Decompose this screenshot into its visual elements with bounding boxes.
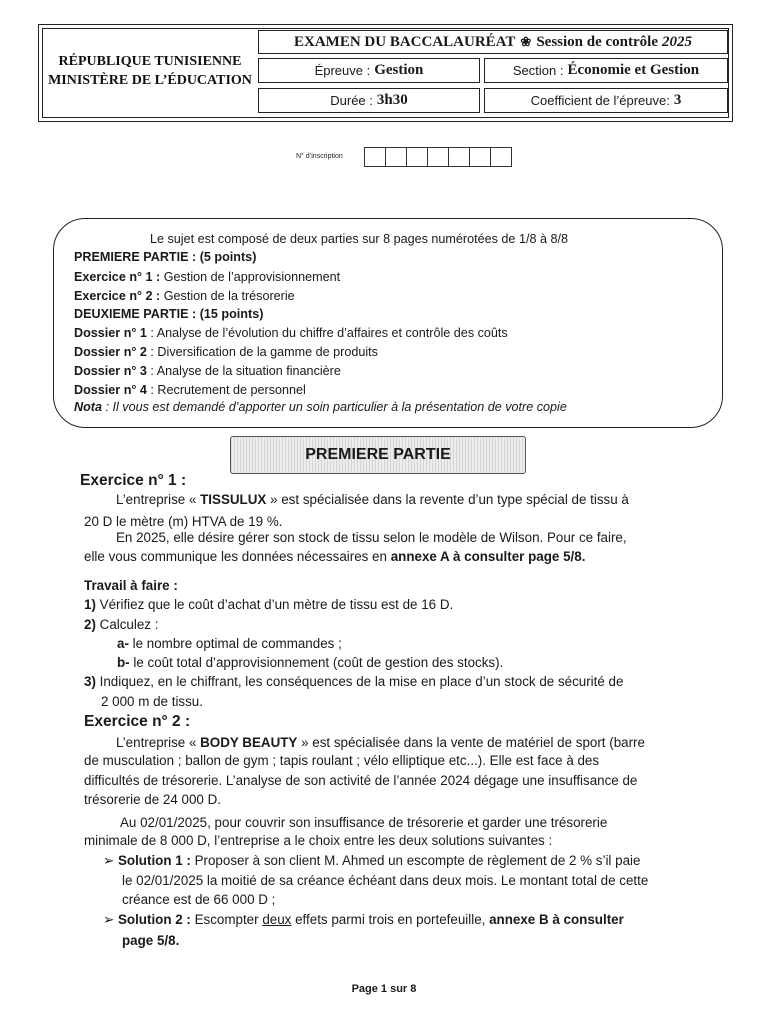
question-text: le coût total d’approvisionnement (coût de gestion des stocks). — [129, 655, 504, 670]
ex1-paragraph-1 — [116, 492, 629, 507]
question-number: 3) — [84, 674, 96, 689]
question-number: 2) — [84, 617, 96, 632]
company-tissulux: TISSULUX — [200, 492, 267, 507]
annex-a-reference: annexe A à consulter page 5/8. — [390, 549, 586, 564]
ex2-paragraph-1 — [116, 735, 645, 750]
text-span: » est spécialisée dans la revente d’un type spécial de tissu à — [266, 492, 629, 507]
page-number: Page 1 sur 8 — [351, 983, 417, 995]
solution-2-text: Escompter — [190, 912, 263, 927]
annex-b-reference: annexe B à consulter — [489, 912, 624, 927]
coefficient-cell — [484, 88, 728, 113]
solution-1 — [103, 853, 640, 869]
summary-intro: Le sujet est composé de deux parties sur 8 pages numérotées de 1/8 à 8/8 — [150, 232, 568, 246]
duree-value: 3h30 — [376, 92, 408, 108]
inscription-digit-box[interactable] — [406, 147, 428, 167]
question-text: Indiquez, en le chiffrant, les conséquences de la mise en place d’un stock de sécurité de — [95, 674, 624, 689]
ex2-paragraph-1-line-4: trésorerie de 24 000 D. — [84, 792, 221, 807]
summary-exercise-2 — [74, 289, 295, 303]
question-text: Calculez : — [95, 617, 159, 632]
summary-exercise-1 — [74, 270, 340, 284]
republic-name: RÉPUBLIQUE TUNISIENNE — [58, 54, 242, 69]
summary-dossier-4-label: Dossier n° 4 — [74, 383, 147, 397]
summary-dossier-3-text: : Analyse de la situation financière — [146, 364, 341, 378]
inscription-number-boxes[interactable] — [365, 147, 512, 167]
summary-dossier-3-label: Dossier n° 3 — [74, 364, 147, 378]
ex1-question-1 — [84, 597, 453, 612]
question-number: a- — [117, 636, 129, 651]
coefficient-label: Coefficient de l’épreuve: — [530, 93, 670, 108]
ex1-question-3 — [84, 674, 623, 689]
inscription-digit-box[interactable] — [427, 147, 449, 167]
ex1-paragraph-2-cont — [84, 549, 585, 564]
epreuve-label: Épreuve : — [314, 63, 371, 78]
question-text: Vérifiez que le coût d’achat d’un mètre de tissu est de 16 D. — [95, 597, 454, 612]
inscription-digit-box[interactable] — [364, 147, 386, 167]
ministry-name: MINISTÈRE DE L’ÉDUCATION — [48, 73, 252, 88]
part2-title: DEUXIEME PARTIE : (15 points) — [74, 307, 264, 321]
ex1-question-2a — [117, 636, 342, 651]
epreuve-value: Gestion — [374, 62, 424, 78]
ex2-paragraph-2-cont: minimale de 8 000 D, l’entreprise a le choix entre les deux solutions suivantes : — [84, 833, 553, 848]
summary-dossier-1 — [74, 326, 508, 340]
duree-cell — [258, 88, 480, 113]
nota-text: : Il vous est demandé d’apporter un soin particulier à la présentation de votre copie — [102, 400, 567, 414]
ex1-question-2 — [84, 617, 158, 632]
summary-exercise-2-text: Gestion de la trésorerie — [160, 289, 295, 303]
session-year: 2025 — [661, 33, 692, 50]
inscription-digit-box[interactable] — [385, 147, 407, 167]
work-to-do-title: Travail à faire : — [84, 578, 178, 593]
question-number: b- — [117, 655, 130, 670]
summary-dossier-2-text: : Diversification de la gamme de produits — [146, 345, 378, 359]
summary-dossier-2-label: Dossier n° 2 — [74, 345, 147, 359]
duree-label: Durée : — [330, 93, 373, 108]
inscription-label: N° d’inscription — [296, 153, 343, 160]
summary-dossier-2 — [74, 345, 378, 359]
text-span: elle vous communique les données nécessaires en — [84, 549, 391, 564]
annex-b-page: page 5/8. — [122, 933, 180, 948]
bullet-arrow-icon: ➢ — [103, 853, 115, 868]
text-span: L’entreprise « — [116, 492, 201, 507]
epreuve-cell — [258, 58, 480, 83]
solution-2-text: effets parmi trois en portefeuille, — [291, 912, 490, 927]
summary-dossier-4-text: : Recrutement de personnel — [146, 383, 306, 397]
session-label: Session de contrôle — [536, 33, 658, 50]
text-span: L’entreprise « — [116, 735, 201, 750]
solution-2 — [103, 912, 624, 928]
summary-exercise-2-label: Exercice n° 2 : — [74, 289, 161, 303]
inscription-digit-box[interactable] — [448, 147, 470, 167]
inscription-digit-box[interactable] — [490, 147, 512, 167]
section-label: Section : — [512, 63, 564, 78]
summary-dossier-4 — [74, 383, 306, 397]
ex2-paragraph-2: Au 02/01/2025, pour couvrir son insuffisance de trésorerie et garder une trésorerie — [120, 815, 608, 830]
exercise-1-title: Exercice n° 1 : — [80, 472, 187, 489]
solution-1-label: Solution 1 : — [117, 853, 191, 868]
exam-title: EXAMEN DU BACCALAURÉAT — [294, 33, 516, 50]
question-text: le nombre optimal de commandes ; — [128, 636, 342, 651]
ex1-question-3-cont: 2 000 m de tissu. — [101, 694, 203, 709]
summary-dossier-1-label: Dossier n° 1 — [74, 326, 147, 340]
issuing-authority — [44, 52, 256, 90]
solution-1-text: Proposer à son client M. Ahmed un escompte de règlement de 2 % s’il paie — [190, 853, 641, 868]
flower-icon: ❀ — [520, 34, 532, 49]
solution-2-label: Solution 2 : — [117, 912, 191, 927]
coefficient-value: 3 — [673, 92, 682, 108]
summary-dossier-1-text: : Analyse de l’évolution du chiffre d’affaires et contrôle des coûts — [146, 326, 508, 340]
section-cell — [484, 58, 728, 83]
inscription-digit-box[interactable] — [469, 147, 491, 167]
underlined-deux: deux — [262, 912, 292, 927]
company-body-beauty: BODY BEAUTY — [200, 735, 298, 750]
exam-title-box — [258, 30, 728, 54]
summary-exercise-1-label: Exercice n° 1 : — [74, 270, 161, 284]
part1-banner: PREMIERE PARTIE — [230, 436, 526, 474]
summary-dossier-3 — [74, 364, 341, 378]
section-value: Économie et Gestion — [567, 62, 700, 78]
ex1-paragraph-1-cont: 20 D le mètre (m) HTVA de 19 %. — [84, 514, 283, 529]
question-number: 1) — [84, 597, 96, 612]
summary-nota — [74, 400, 567, 414]
text-span: » est spécialisée dans la vente de matériel de sport (barre — [297, 735, 645, 750]
ex2-paragraph-1-line-2: de musculation ; ballon de gym ; tapis roulant ; vélo elliptique etc...). Elle est face à des — [84, 753, 600, 768]
exercise-2-title: Exercice n° 2 : — [84, 713, 191, 730]
summary-exercise-1-text: Gestion de l’approvisionnement — [160, 270, 341, 284]
solution-1-cont-2: créance est de 66 000 D ; — [122, 892, 276, 907]
ex1-question-2b — [117, 655, 503, 670]
ex1-paragraph-2: En 2025, elle désire gérer son stock de tissu selon le modèle de Wilson. Pour ce faire, — [116, 530, 627, 545]
bullet-arrow-icon: ➢ — [103, 912, 115, 927]
part1-title: PREMIERE PARTIE : (5 points) — [74, 250, 257, 264]
nota-label: Nota — [74, 400, 102, 414]
ex2-paragraph-1-line-3: difficultés de trésorerie. L’analyse de son activité de l’année 2024 dégage une insuffisance de — [84, 773, 638, 788]
solution-1-cont: le 02/01/2025 la moitié de sa créance échéant dans deux mois. Le montant total de cette — [122, 873, 649, 888]
